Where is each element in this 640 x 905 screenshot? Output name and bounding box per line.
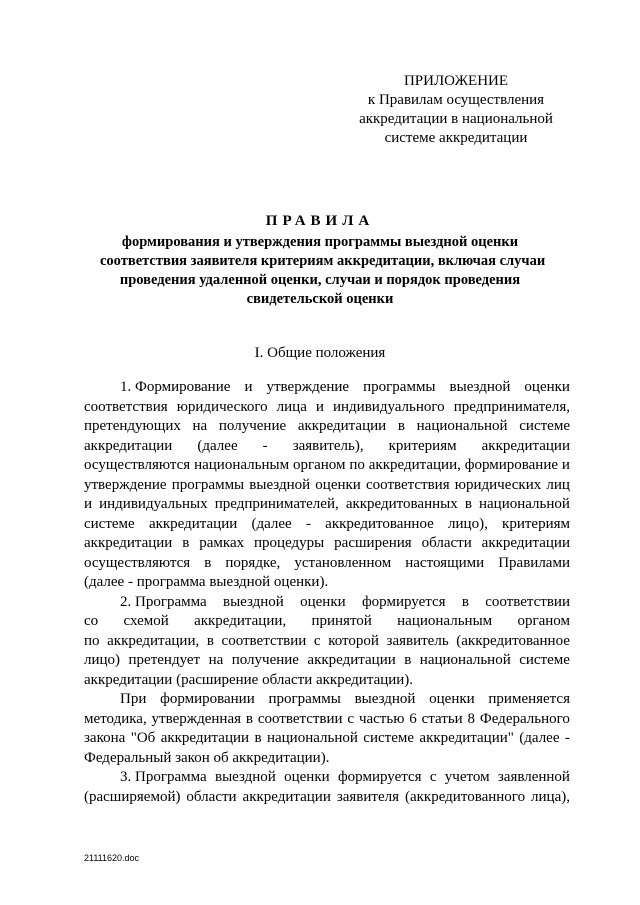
body-word: аккредитованное bbox=[325, 515, 434, 532]
body-word: в bbox=[404, 652, 412, 668]
body-word: юридического bbox=[176, 398, 268, 415]
body-word: в bbox=[245, 710, 253, 727]
body-word: в bbox=[182, 535, 190, 551]
body-word: в bbox=[204, 554, 212, 571]
body-word: рамках bbox=[199, 535, 245, 551]
body-word: При bbox=[120, 691, 147, 707]
appendix-heading: ПРИЛОЖЕНИЕ bbox=[403, 73, 509, 89]
body-word: заявленной bbox=[497, 769, 570, 785]
body-line bbox=[84, 495, 570, 515]
body-word: соответствии bbox=[221, 632, 307, 649]
subtitle-line: формирования и утверждения программы выездной оценки bbox=[121, 234, 519, 250]
body-line bbox=[84, 749, 570, 769]
footer-filename: 21111620.doc bbox=[84, 853, 140, 863]
body-line bbox=[84, 456, 570, 476]
body-word: претендующих bbox=[84, 418, 181, 434]
body-word: в bbox=[254, 730, 262, 746]
body-line bbox=[84, 593, 570, 613]
body-word: частью bbox=[358, 710, 405, 727]
body-word: и bbox=[84, 496, 93, 512]
body-word: лицо), bbox=[448, 515, 488, 532]
body-word: осуществляются bbox=[84, 554, 191, 571]
body-word: формируется bbox=[361, 593, 446, 610]
body-word: осуществляются bbox=[84, 457, 191, 473]
body-word: аккредитации bbox=[307, 652, 396, 668]
body-word: с bbox=[347, 710, 355, 727]
body-word: 3. Программа bbox=[120, 769, 207, 785]
body-word: (далее bbox=[251, 515, 292, 532]
appendix-line: системе аккредитации bbox=[384, 130, 528, 146]
body-word: Федерального bbox=[479, 710, 570, 727]
body-word: системе bbox=[519, 418, 570, 434]
body-word: с bbox=[313, 632, 321, 649]
body-word: (далее bbox=[197, 437, 238, 454]
subtitle-line: проведения удаленной оценки, случаи и порядок проведения bbox=[119, 272, 521, 288]
body-line bbox=[84, 515, 570, 535]
body-word: предпринимателей, bbox=[214, 496, 339, 512]
body-word: аккредитации bbox=[481, 437, 570, 454]
body-word: предпринимателя, bbox=[453, 398, 570, 415]
body-word: утверждение bbox=[84, 476, 167, 493]
subtitle-line: свидетельской оценки bbox=[246, 291, 394, 307]
appendix-block bbox=[340, 72, 572, 148]
body-line bbox=[84, 476, 570, 496]
document-subtitle bbox=[100, 233, 546, 309]
body-word: лица), bbox=[531, 788, 570, 805]
body-word: аккредитации bbox=[148, 515, 238, 532]
appendix-line: аккредитации в национальной bbox=[359, 111, 553, 127]
body-word: применяется bbox=[488, 691, 570, 707]
body-word: национальной bbox=[479, 496, 570, 512]
body-word: системе bbox=[84, 515, 135, 532]
body-word: 8 bbox=[467, 710, 476, 727]
body-line bbox=[84, 632, 570, 652]
body-word: заявитель bbox=[386, 632, 449, 649]
body-word: (аккредитованное bbox=[456, 632, 570, 649]
body-word: аккредитации bbox=[242, 788, 331, 805]
body-line bbox=[84, 554, 570, 574]
body-word: на bbox=[208, 652, 224, 668]
body-word: аккредитации bbox=[84, 535, 173, 551]
body-word: аккредитации bbox=[160, 730, 250, 746]
body-line bbox=[84, 612, 570, 632]
body-word: формировании bbox=[160, 691, 255, 707]
body-word: принятой bbox=[311, 613, 372, 629]
body-word: формирование bbox=[464, 457, 559, 473]
body-word: (аккредитованного bbox=[404, 788, 526, 805]
body-word: аккредитации bbox=[481, 535, 570, 551]
body-word: в bbox=[461, 593, 469, 610]
body-word: 6 bbox=[409, 710, 417, 727]
body-word: со bbox=[84, 613, 99, 629]
body-word: 1. Формирование bbox=[120, 379, 231, 395]
body-word: получение bbox=[231, 652, 299, 668]
body-word: и bbox=[561, 457, 570, 473]
body-word: программы bbox=[363, 379, 436, 395]
body-word: выездной bbox=[354, 691, 416, 707]
body-word: Федеральный закон об аккредитации). bbox=[84, 749, 330, 766]
body-line bbox=[84, 398, 570, 418]
body-word: и bbox=[315, 398, 324, 415]
body-word: по bbox=[349, 457, 365, 473]
body-line bbox=[84, 788, 570, 808]
body-word: аккредитации, bbox=[194, 613, 287, 629]
body-word: выездной bbox=[222, 593, 284, 610]
body-word: оценки bbox=[300, 593, 346, 610]
body-word: утвержденная bbox=[151, 710, 242, 727]
body-word: национальной bbox=[416, 418, 508, 434]
body-word: в bbox=[397, 418, 405, 434]
body-word: 2. Программа bbox=[120, 593, 207, 610]
body-word: статьи bbox=[421, 710, 463, 727]
body-word: - bbox=[305, 515, 311, 532]
body-word: установленном bbox=[294, 554, 392, 571]
body-line bbox=[84, 417, 570, 437]
body-word: по bbox=[84, 632, 100, 649]
body-word: утверждение bbox=[266, 379, 350, 395]
body-line bbox=[84, 651, 570, 671]
body-word: (расширяемой) bbox=[84, 788, 181, 805]
body-word: формируется bbox=[337, 769, 422, 785]
body-word: соответствии bbox=[485, 593, 570, 610]
body-word: лиц bbox=[546, 476, 570, 493]
body-word: оценки bbox=[315, 476, 361, 493]
body-word: которой bbox=[328, 632, 379, 649]
body-word: в bbox=[464, 496, 472, 512]
body-word: учетом bbox=[444, 769, 490, 785]
body-word: оценки bbox=[524, 379, 570, 395]
body-word: индивидуального bbox=[333, 398, 445, 415]
subtitle-line: соответствия заявителя критериям аккредитации, включая случаи bbox=[100, 253, 546, 269]
body-word: заявитель), bbox=[292, 437, 364, 454]
body-word: национальной bbox=[266, 730, 358, 746]
body-word: соответствия bbox=[365, 476, 450, 493]
body-word: в bbox=[206, 632, 214, 649]
body-line bbox=[84, 534, 570, 554]
body-word: Правилами bbox=[498, 554, 570, 571]
body-word: выездной bbox=[449, 379, 511, 395]
body-line bbox=[84, 710, 570, 730]
body-word: и bbox=[244, 379, 253, 395]
body-word: критериям bbox=[388, 437, 457, 454]
body-line bbox=[84, 437, 570, 457]
body-word: аккредитации, bbox=[107, 632, 200, 649]
body-word: расширения bbox=[334, 535, 412, 551]
body-word: аккредитации bbox=[297, 418, 387, 434]
body-word: системе bbox=[363, 730, 415, 746]
body-word: лица bbox=[276, 398, 307, 415]
body-word: программы bbox=[171, 476, 245, 493]
section-heading: I. Общие положения bbox=[254, 345, 386, 361]
document-title: ПРАВИЛА bbox=[265, 213, 375, 229]
body-word: аккредитованных bbox=[345, 496, 458, 512]
body-word: национальной bbox=[419, 652, 511, 668]
body-word: (далее bbox=[519, 730, 560, 746]
body-word: получение bbox=[218, 418, 287, 434]
body-word: процедуры bbox=[254, 535, 325, 551]
body-word: схемой bbox=[123, 613, 169, 629]
body-line bbox=[84, 729, 570, 749]
body-word: органом bbox=[292, 457, 346, 473]
body-word: закона bbox=[84, 730, 126, 746]
body-word: соответствия bbox=[84, 398, 168, 415]
body-line bbox=[84, 573, 570, 593]
body-word: аккредитации" bbox=[419, 730, 514, 746]
body-word: заявителя bbox=[336, 788, 400, 805]
body-word: органом bbox=[517, 613, 570, 629]
appendix-line: к Правилам осуществления bbox=[367, 92, 545, 108]
body-word: юридических bbox=[454, 476, 542, 493]
body-word: лицо) bbox=[84, 652, 121, 668]
body-word: аккредитации bbox=[84, 437, 173, 454]
body-line bbox=[84, 690, 570, 710]
body-word: настоящими bbox=[405, 554, 485, 571]
body-word: выездной bbox=[249, 476, 311, 493]
body-word: системе bbox=[519, 652, 570, 668]
body-word: оценки bbox=[429, 691, 475, 707]
body-line bbox=[84, 768, 570, 788]
body-word: индивидуальных bbox=[99, 496, 208, 512]
body-word: на bbox=[192, 418, 208, 434]
body-text bbox=[84, 378, 570, 807]
body-word: (далее - программа выездной оценки). bbox=[84, 574, 329, 590]
body-word: области bbox=[421, 535, 472, 551]
body-word: программы bbox=[268, 691, 341, 707]
body-word: критериям bbox=[502, 515, 570, 532]
body-word: национальным bbox=[194, 457, 290, 473]
body-word: выездной bbox=[214, 769, 276, 785]
body-line bbox=[84, 378, 570, 398]
body-word: оценки bbox=[284, 769, 330, 785]
body-word: - bbox=[564, 730, 570, 746]
body-word: - bbox=[262, 437, 268, 454]
body-word: "Об bbox=[130, 730, 156, 746]
body-word: области bbox=[186, 788, 237, 805]
body-word: с bbox=[429, 769, 437, 785]
body-word: претендует bbox=[128, 652, 201, 668]
body-word: аккредитации (расширение области аккредитации). bbox=[84, 671, 414, 688]
body-word: аккредитации, bbox=[368, 457, 461, 473]
body-word: национальным bbox=[397, 613, 493, 629]
body-word: методика, bbox=[84, 710, 147, 727]
body-word: соответствии bbox=[257, 710, 343, 727]
body-word: порядке, bbox=[225, 554, 281, 571]
body-line bbox=[84, 671, 570, 691]
